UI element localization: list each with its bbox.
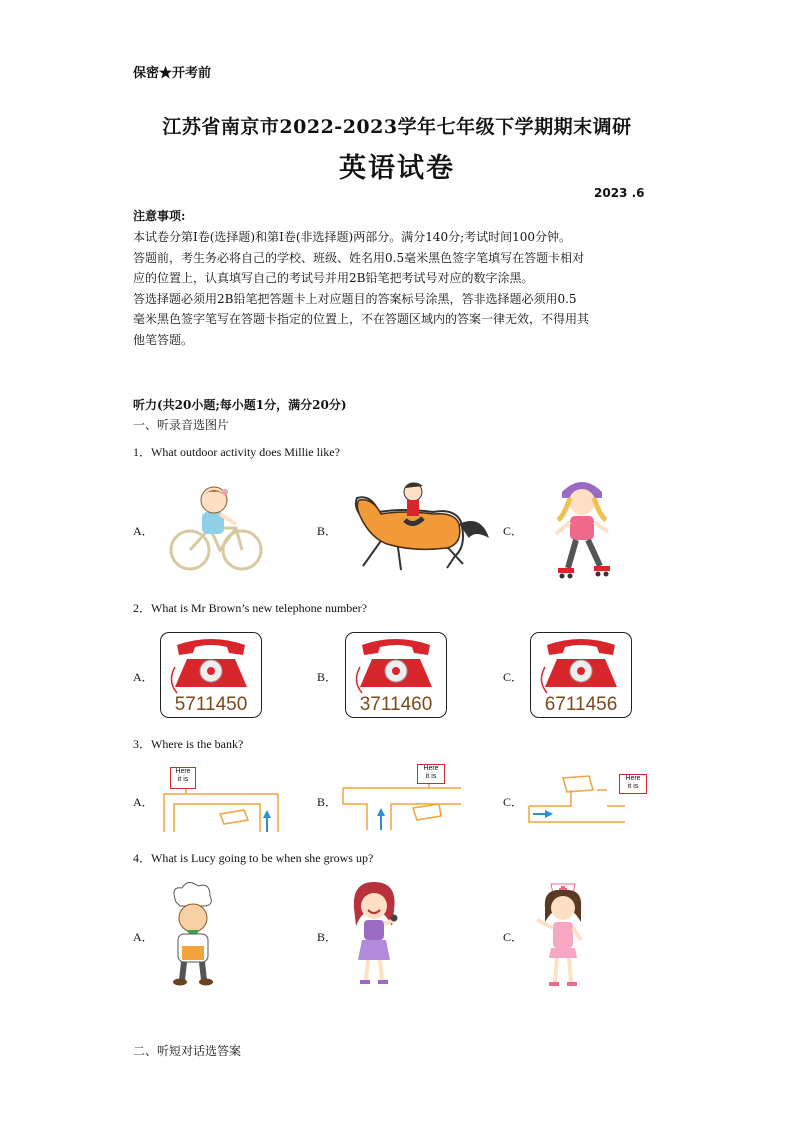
sign-text: Here <box>175 768 191 775</box>
singer-image <box>344 880 404 990</box>
phone-card-a <box>160 632 262 718</box>
notes-line: 应的位置上，认真填写自己的考试号并用2B铅笔把考试号对应的数字涂黑。 <box>133 271 534 285</box>
telephone-icon <box>167 637 255 693</box>
sign-text: it is <box>425 773 437 780</box>
girl-cycling-image <box>170 484 262 574</box>
q2-option-b-label: B． <box>317 670 338 684</box>
chef-image <box>162 882 222 988</box>
notes-line: 本试卷分第Ⅰ卷(选择题)和第Ⅰ卷(非选择题)两部分。满分140分;考试时间100分钟。 <box>133 230 572 244</box>
notes-heading: 注意事项: <box>133 209 186 223</box>
q1-option-b-label: B． <box>317 524 338 538</box>
here-it-is-sign-c <box>619 774 647 794</box>
q2-option-c-label: C． <box>503 670 524 684</box>
question-1: 1．What outdoor activity does Millie like? <box>133 445 340 459</box>
exam-title: 江苏省南京市2022-2023学年七年级下学期期末调研 <box>162 116 632 138</box>
question-2: 2．What is Mr Brown’s new telephone number? <box>133 601 367 615</box>
q4-option-a-label: A． <box>133 930 154 944</box>
street-map-c <box>527 770 627 826</box>
exam-subtitle: 英语试卷 <box>339 153 455 184</box>
q1-option-a-label: A． <box>133 524 154 538</box>
part2-heading: 二、听短对话选答案 <box>133 1044 242 1058</box>
q2-option-a-label: A． <box>133 670 154 684</box>
q3-option-c-label: C． <box>503 795 524 809</box>
notes-line: 答选择题必须用2B铅笔把答题卡上对应题目的答案标号涂黑，答非选择题必须用0.5 <box>133 291 577 306</box>
phone-number-a: 5711450 <box>174 694 248 715</box>
q4-option-b-label: B． <box>317 930 338 944</box>
q1-option-c-label: C． <box>503 524 524 538</box>
sign-text: Here <box>423 765 439 772</box>
sign-text: Here <box>625 775 641 782</box>
q3-option-a-label: A． <box>133 795 154 809</box>
girl-roller-skating-image <box>548 476 616 580</box>
phone-number-c: 6711456 <box>544 694 618 715</box>
here-it-is-sign-b <box>417 764 445 784</box>
question-4: 4．What is Lucy going to be when she grows up? <box>133 851 374 865</box>
telephone-icon <box>537 637 625 693</box>
exam-date: 2023 .6 <box>594 186 645 200</box>
notes-line: 他笔答题。 <box>133 332 194 347</box>
q4-option-c-label: C． <box>503 930 524 944</box>
nurse-image <box>531 878 591 992</box>
notes-line: 毫米黑色签字笔写在答题卡指定的位置上，不在答题区域内的答案一律无效，不得用其 <box>133 312 590 326</box>
notes-body <box>133 227 663 350</box>
phone-card-c <box>530 632 632 718</box>
confidential-label: 保密★开考前 <box>133 66 212 81</box>
listening-heading: 听力(共20小题;每小题1分，满分20分) <box>133 398 347 412</box>
phone-card-b <box>345 632 447 718</box>
phone-number-b: 3711460 <box>359 694 433 715</box>
here-it-is-sign-a <box>170 767 196 789</box>
part1-heading: 一、听录音选图片 <box>133 418 230 432</box>
telephone-icon <box>352 637 440 693</box>
sign-text: it is <box>627 783 639 790</box>
question-3: 3．Where is the bank? <box>133 737 244 751</box>
notes-line: 答题前，考生务必将自己的学校、班级、姓名用0.5毫米黑色签字笔填写在答题卡相对 <box>133 250 585 265</box>
sign-text: it is <box>177 776 189 783</box>
girl-horse-riding-image <box>343 478 491 576</box>
q3-option-b-label: B． <box>317 795 338 809</box>
